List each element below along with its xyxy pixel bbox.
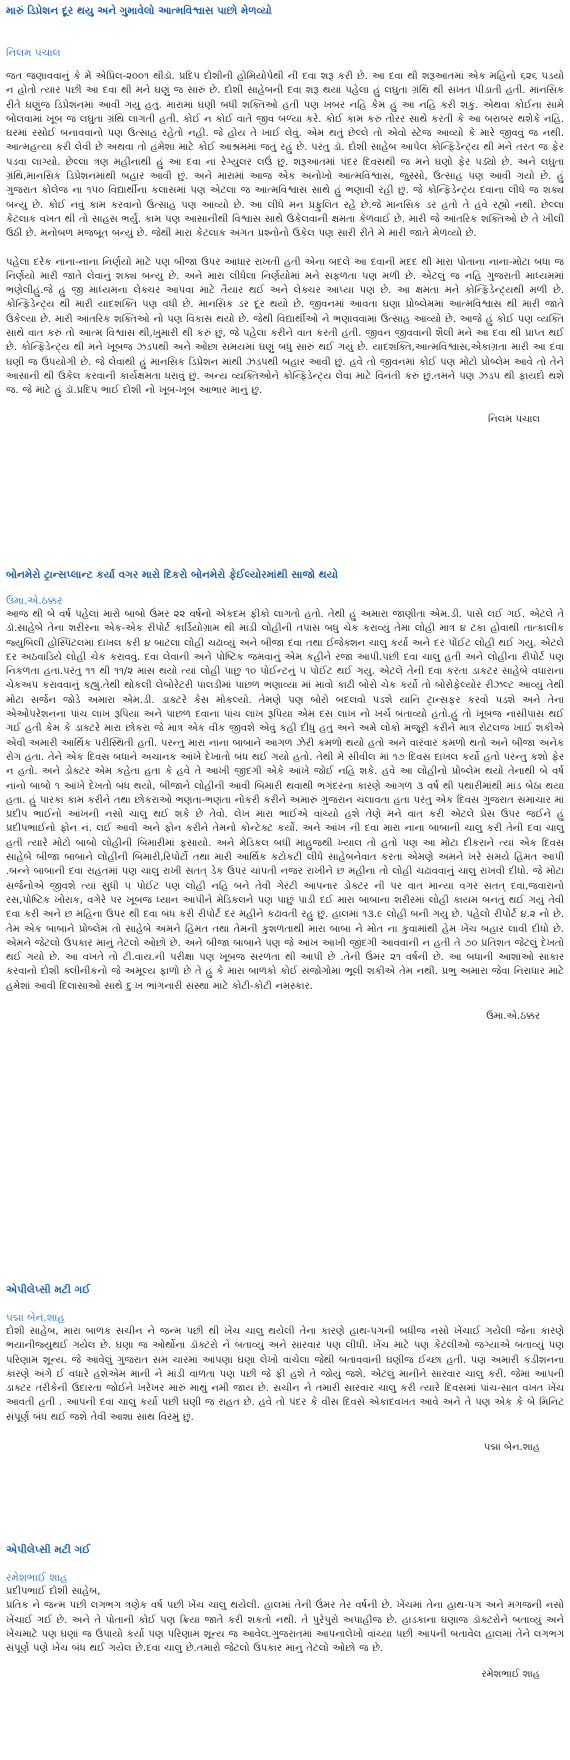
article-2: [6, 568, 564, 1024]
article-3-signature: પદ્મા બેન.શાહ: [483, 1442, 540, 1454]
article-1-author: નિલમ પંચાલ: [6, 47, 61, 59]
article-1-signature: નિલમ પંચાલ: [487, 413, 540, 425]
article-4-title: એપીલેપ્સી મટી ગઈ: [6, 1544, 91, 1556]
article-3-paragraph-1: દોશી સાહેબ, મારા બાળક સચીન ને જન્મ પછી થી ખેંચ ચાલુ થયેલી તેના કારણે હાથ-પગની બધીજ નસો ખેંચાઈ ગયેલી જેના કારણે ભયાનીજ્યુથઈ ગયેલ છે. ઘણા જ ઓર્થોના ડૉક્ટરો ને બતાવ્યું અને સારવાર પણ લીધી. ખેંચ માટે પણ કેટલીઓ જગ્યાએ બતાવ્યું પણ પરિણામ શૂન્ય. જે આવેલું ગુજરાત સમ ચારમાં આપણા ઘણા લેખો વાંચેલા જેથી બતાવવાની ઘણીજ ઈચ્છા હતી. પણ અમારી કંડીશનના કારણે અંગે ઈ વધારે હશેએમ માની ને માંડી વાળતા પણ પછી જે ફી હશે તે જોયું જશે. એટલું માનીને સારવાર ચાલુ કરી. જેમાં આપની ડાક્ટર તરીકેની ઉદારતા જોઈને ખરેખર મારું માથું નમી જાય છે. સચીન ને તમારી સારવાર ચાલુ કરી ત્યારે દિવસમાં પાંચ-સાત વખત ખેંચ આવતી હતી . આપની દવા ચાલુ કર્યા પછી ઘણી જ રાહત છે. હવે તો પંદર કે વીસ દિવસે એકાદવખત આવે અને તે પણ એક કે બે મિનિટ સંપૂર્ણ બંધ થઈ જશે તેવી આશા સાથ વિરમું છું.: [6, 1326, 564, 1423]
article-3-author: પદ્મા બેન.શાહ: [6, 1312, 65, 1324]
article-4-signature: રમેશભાઈ શાહ: [481, 1669, 540, 1681]
article-2-signature: ઉમા.એ.ઠક્કર: [486, 1011, 540, 1023]
article-3: [6, 1283, 564, 1455]
article-2-paragraph-1: આજ થી બે વર્ષ પહેલાં મારો બાબો ઉંમર ૨૨ વર્ષનો એકદમ ફીકો લાગતો હતો. તેથી હું અમારા જાણીતા એમ.ડી. પાસે લઈ ગઈ. એટલે તે ડૉ.સાહેબે તેના શરીરના એક-એક રીપોર્ટ કાર્ડિયોગ્રામ થી માંડી લોહીની તપાસ બધુ ચેક કરાવ્યું તેમા લોહી માત્ર ૪ ટકા હોવાથી તાત્કાલીક જ્યુબિલી હોસ્પિટલમાં દાખલ કરી ૪ બાટલા લોહી ચઢાવ્યું અને બીજા દવા તથા ઈજેક્શન ચાલુ કર્યા અને દર પોંઈટ લોહી થઈ ગયુ. એટલે દર અઠવાડિયે લોહી ચેક કરાવવું. દવા લેવાની અને પોષ્ટિક જમવાનું એમ કહીને રજા આપી.પછી દવા ચાલુ હતી અને લોહીના રીપોર્ટ પણ નિકળતા હતા.પરંતુ ૧૧ થી ૧૧/૨ માસ થયો ત્યાં લોહી પાછુ ૧૦ પોઈન્ટનું ૫ પોઈંટ થઈ ગયુ. એટલે તેની દવા કરતા ડાકટર સાહેબે વધારાના ચેકઅપ કરાવવાનું કહ્યું.તેથી થોકલી લેબોરેટરી પાલડીમાં પાછળ ભણાવ્યા માં માવો કાઢી બોરો ચેક કર્યો તો બોરોફેલ્યોર રીઝલ્ટ આવ્યું તેથી મોટા સર્જન જોડે અમારા એમ.ડી. ડાક્ટરે કેસ મોકલ્યો. તેમણે પણ બોરો બદલવો પડશે યાનિ ટ્રાન્સફર કરવો પડશે અને તેના એઓપરેશનના પાંચ લાખ રૂપિયા અને પાછળ દવાના પાંચ લાખ રૂપિયા એમ દસ લાખ નો ખર્ચ બતાવ્યો હતો.હું તો ખૂબજ નાસીપાસ થઈ ગઈ હતી કેમ કે ડાક્ટરે મારા છોકરા જે માત્ર એક વીક જીવશે એવું કહી દીધુ હતું અને અમે લોકો મજૂરી કરીને માત્ર રોટલજ ખાઈ શકીએ એવી અમારી આર્થિક પરીસ્થિતી હતી. પરન્તુ મારા નાના બાબાને આગળ ઝેરી કમળો થયો હતો અને વારંવાર કમળો થતો અને બીજા અનેક રોગ હતા. તેને એક દિવસ બધાને અચાનક આંખે દેખાતો બંધ થઈ ગયો હતો. તેથી મે સીવીલ માં ૧૭ દિવસ દાખલ કર્યો હતો પરન્તુ કશો ફેર ન હતો. અને ડોક્ટર એમ કહેતા હતા કે હવે તે આખી જીંદગી એકે આંખે જોઈ નહિ શકે. હવે આ લોહીનો પ્રોબ્લેમ થયો તેનાથી બે વર્ષ નાનો બાબો ૧ આંખે દેખતો બંધ થયો, બીજાને લોહીની આવી બિમારી થવાથી ભગંદરના કારણે આગળ ૩ વર્ષ થી પથારીમાંથી માંડ બેઠા થયા હતા. હું પારકા કામ કરીને તથા છોકરાઓ ભણતા-ભણતા નોકરી કરીને અમારું ગુજરાન ચલાવતા હતા પરંતુ એક દિવસ ગુજરાત સમાચાર માં પ્રદીપ ભાઈનો આંખની નસો ચાલુ થઈ શકે છે તેવો. લેખ મારા ભાઈએ વાંચ્યો હશે તેણે મને વાત કરી એટલે પ્રેસ ઉપર જઈને હું પ્રદીપભાઈનો ફોન નં. લઈ આવી અને ફોન કરીને તેમનો કોન્ટેક્ટ કર્યો. અને આંખ ની દવા મારા નાના બાબાની ચાલુ કરી તેની દવા ચાલુ હતી ત્યારે મોટો બાબો લોહીની બિમારીમાં ફસાયો. અને મેડિકલ બધી માહુજથી ખ્યાલ તો હતો પણ આ મોટા દીકરાને ત્યાં એક દિવસ સાહેબે બીજા બાબાને લોહીની બિમારી,રિપોર્ટો તથા મારી આર્થિક કટોકટી લીધે સાહેબનેવાત કરતાં એમણે અમને ખરે સમયે હિંમત આપી .બન્ને બાબાની દવા રાહતમાં પણ ચાલુ રાખી સતત્ ડેક ઉપર ચાંપતી નજર રાખીને છ મહીના તો લોહી ચઢાવવાનું ચાલુ રાખવી દીધો. જે મોટા સર્જનોએ જીવશે ત્યાં સુધી ૫ પોઈંટ પણ લોહી નહિ બને તેવી ગેરંટી આપનાર ડોક્ટર ની પર વાત માન્યા વગર સતત્ દવા,જવારાનો રસ,પોષ્ટિક ખોરાક, વગેરે પર ખૂબજ ધ્યાન આપીને મેડિકલને પણ પાછું પાડી દઈ મારા બાબાના શરીરમાં લોહી કાયમ બનતું થઈ ગયું તેવી દવા કરી અને છ મહિના ઉપર થી દવા બંધ કરી રીપોર્ટ દર મહીને કઢાવતી રહુ છું. હાલમાં ૧૩.૯ લોહી બની ગયુ છે. પહેલો રીપોર્ટ ૪.૨ નો છે. તેમ એક બાબાને પ્રોબ્લેમ તો સાહેબે અમને હિંમત તથા તેમની કુશળતાથી મારા બાબા ને મોત ના કુવામાંથી હેમ ખેંચ બહાર લાવી દીધો છે. એમને જેટલો ઉપકાર માનું તેટલો ઓછો છે. અને બીજા બાબાને પણ જે આંખ આખી જીંદગી આવવાની ન હતી તે ૭૦ પ્રતિશત જેટલું દેખતો થઈ ગયો છે. આ વખતે તો ટી.વાય.ની પરીક્ષા પણ ખૂબજ સરળતા થી આપી છે .તેની ઉંમર ૨૧ વર્ષની છે. આ બધાની આશાઓ સાકાર કરવાનો દોશી ક્લીનીકનો જે અમૂલ્ય ફાળો છે તે હું કે મારા બાળકો કોઈ સંજોગોમાં ભૂલી શકીએ તેમ નથી. પ્રભુ અમારા જેવા નિરાધાર માટે હમેશાં આવી દિલાસાઓ સાથે દુઃખ ભાંગનારી સંસ્થા માટે કોટી-કોટી નમસ્કાર.: [6, 609, 564, 992]
article-1-title: મારું ડિપ્રેશન દૂર થયુ અને ગુમાવેલો આત્મવિશ્વાસ પાછો મેળવ્યો: [6, 5, 272, 17]
article-2-author: ઉમા.એ.ઠક્કર: [6, 595, 63, 607]
article-4-author: રમેશભાઈ શાહ: [6, 1572, 68, 1584]
article-1-paragraph-1: જત જણાવવાનું કે મેં એપ્રિલ-૨૦૦૧ થીડૉ. પ્રદિપ દોશીની હોમિયોપેથી ની દવા શરૂ કરી છે. આ દવા થી શરૂઆતમાં એક મહિનો ૬૨૬ પડયો ન હોતો ત્યાર પછી આ દવા થી મને ઘણું જ સારું છે. દોશી સાહેબની દવા શરૂ થયાં પહેલા હું લઘુતા ગ્રંથિ થી સખત પીડાતી હતી. માનસિક રીતે ઘણુંજ ડિપ્રેશનમાં આવી ગયુ હતું. મારામાં ઘણી બધી શક્તિઓ હતી પણ ખબર નહિ કેમ હું આ નહિ કરી શકું. એથવા કોઈના સામે બોલવામાં ખૂબ જ લઘુતા ગ્રંથિ લાગતી હતી. કોઈ ન કોઈ વાતે જીવ બળ્યા કરે. કોઈ કામ કરું તોરર સાથે કરતી કે આ બરાબર થશેકે નહિ. ઘરમાં રસોઈ બનાવવાનો પણ ઉત્સાહ રહેતો નહી. જે હોય તે ખાઈ લેવું. એમ થતું છેલ્લે તો એવો સ્ટેજ આવ્યો કે મારે જીવવું જ નથી. આત્મહત્યા કરી લેવી છે અથવા તો હંમેશા માટે કોઈ આશ્રમમાં જતું રહું છે. પરંતુ ડૉ. દોશી સાહેબ આપેલ કોન્ફિડેન્ટ્ય થી મને તરત જ ફેર પડવા લાગ્યો. છેલ્લા ત્રણ મહીનાથી હું આ દવા ના રેગ્યુલર લઉં છું. શરૂઆતમાં પંદર દિવસથી જ મને ઘણો ફેર પડ્યો છે. અને લઘુતા ગ્રંથિ,માનસિક ડિપ્રેશનમાંથી બહાર આવી છું. અને મારામાં આજ એક અનોખો આત્મવિશ્વાસ, જુસ્સો, ઉત્સાહ પણ આવી ગયો છે. હું ગુજરાત કોલેજ ના ૧૫૦ વિદ્યાર્થીના કલાસમાં પણ એટલા જ આત્મવિશ્વાસ સાથે હું ભણાવી રહી છું. જે કોન્ફિડેન્ટ્ય દવાના લીધે જ શક્ય બન્યુ છે. કોઈ નવું કામ કરવાનો ઉત્સાહ પણ આવ્યો છે. આ લીધે મન પ્રફુલિત રહે છે.જે માનસિક ડર હતો તે હવે રહ્યો નથી. છેલ્લા કેટલાક વખત થી તો સાહસ ભર્યું. કામ પણ આસાનીથી વિશ્વાસ સાથે ઉકેલવાની ક્ષમતા કેળવાઈ છે. મારી જે આંતરિક શક્તિઓ છે તે ખીલી ઉઠી છે. મનોબળ મજબૂત બન્યું છે. જેથી મારા કેટલાક અંગત પ્રશ્નોનો ઉકેલ પણ સારી રીતે મેં મારી જાતે મેળવ્યો છે.: [6, 71, 564, 240]
article-1: [6, 4, 564, 427]
article-4-paragraph-1: પ્રતિક ને જન્મ પછી લગભગ ત્રણેક વર્ષ પછી ખેંચ ચાલુ થયેલી. હાલમાં તેની ઉંમર તેર વર્ષની છે. ખેંચમાં તેના હાથ-પગ અને મગજની નસો ખેંચાઈ ગઈ છે. અને તે પોતાની કોઈ પણ ક્રિયા જાતે કરી શકતો નથી. તે પુરેપુરો અપાહીજ છે. હાડકાના ઘણાજ ડૉક્ટરોને બતાવ્યું અને ખેંચમાટે પણ ઘણાં જ ઉપાયો કર્યા પણ પરિણામ શૂન્ય જ આવેલ.ગુજરાતમાં આપનાલેખો વાંચ્યા પછી આપની બતાવેલ હાલમાં તેને લગભગ સંપૂર્ણ પણે ખેંચ બંધ થઈ ગયેલ છે.દવા ચાલુ છે.તમારો જેટલો ઉપકાર માનું તેટલો ઓછો જ છે.: [6, 1600, 564, 1655]
article-1-paragraph-2: પહેલા દરેક નાના-નાના નિર્ણયો માટે પણ બીજા ઉપર આધાર રાખતી હતી એના બદલે આ દવાની મદદ થી મારા પોતાના નાના-મોટા બધા જ નિર્ણયો મારી જાતે લેવાનું શક્ય બન્યુ છે. અને મારા લીધેલા નિર્ણયોમાં મને સફળતા પણ મળી છે. એટલું જ નહિ ગુજરાતી માધ્યમમાં ભણેલીહું.જે હું જી માધ્યમના લેક્ચર આપવા માટે તૈયાર થઈ અને લેક્ચર આપ્યા પણ છે. આ ક્ષમતા મને કોન્ફિડેન્ટ્યથી મળી છે. કોન્ફિડેન્ટ્ય થી મારી યાદશક્તિ પણ વધી છે. માનસિક ડર દૂર થયો છે. જીવનમાં આવતા ઘણા પ્રોબ્લેમમાં આત્મવિશ્વાસ થી મારી જાતે ઉકેલ્યા છે. મારી આંતરિક શક્તિઓ નો પણ વિકાસ થયો છે. જેથી વિદ્યાર્થીઓ ને ભણાવવામાં ઉત્સાહ આવ્યો છે. આજે હું કોઈ પણ વ્યક્તિ સાથે વાત કરું તો આત્મ વિશ્વાસ થી,ખુમારી થી કરું છું, જે પહેલા કરીને વાત કરતી હતી. જીવન જીવવાની શૈલી મને આ દવા થી પ્રાપ્ત થઈ છે. કોન્ફિડેન્ટ્ય થી મને ખૂબજ ઝડપથી અને ઓછા સમયમાં ઘણું બધુ સારું થઈ ગયું છે. યાદશક્તિ,આત્મવિશ્વાસ,એકાગ્રતા મારી આ દવા ઘણી જ ઉપયોગી છે. જે લેવાથી હું માનસિક ડિપ્રેશન માંથી ઝડપથી બહાર આવી છું. હવે તો જીવનમાં કોઈ પણ મોટો પ્રોબ્લેમ આવે તો તેને આસાની થી ઉકેલ કરવાની કાર્યક્ષમતા ધરાવું છું. અન્ય વ્યક્તિઓને કોન્ફિડેન્ટ્ય લેવા માટે વિનંતી કરું છું.તમને પણ ઝડપ થી ફાયદો થશે જ. જે માટે હું ડૉ.પ્રદિપ ભાઈ દોશી નો ખૂબ-ખૂબ આભાર માનું છું.: [6, 256, 564, 397]
article-2-title: બોનમેરો ટ્રાન્સપ્લાન્ટ કર્યા વગર મારો દિકરો બોનમેરો ફેઈલ્યોરમાંથી સાજો થયો: [6, 569, 338, 581]
article-4: [6, 1543, 564, 1682]
article-3-title: એપીલેપ્સી મટી ગઈ: [6, 1284, 91, 1296]
article-4-greeting: પ્રદીપભાઈ દોશી સાહેબ,: [6, 1586, 101, 1597]
